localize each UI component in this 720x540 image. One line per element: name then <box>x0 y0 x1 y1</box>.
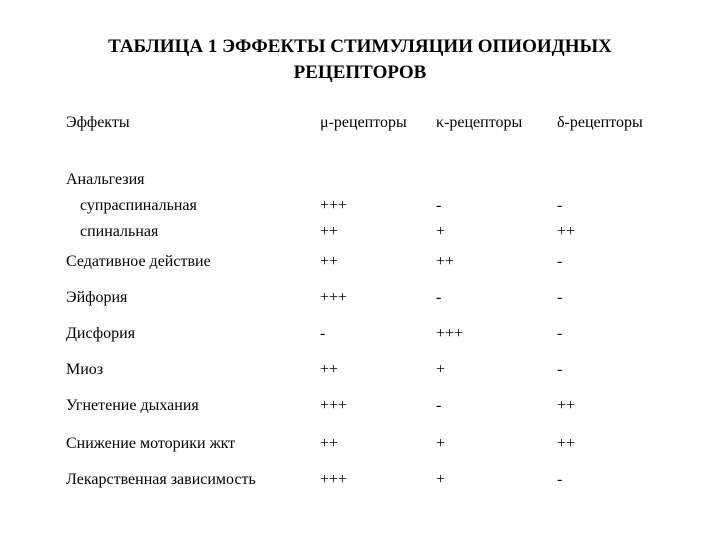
row-mu: ++ <box>320 435 339 452</box>
table-title <box>0 34 720 86</box>
row-delta: - <box>557 325 563 342</box>
header-mu-receptors: μ-рецепторы <box>320 114 407 131</box>
row-effect: Угнетение дыхания <box>66 397 199 414</box>
row-mu: - <box>320 325 326 342</box>
row-mu: +++ <box>320 197 348 214</box>
group-label: Анальгезия <box>66 171 145 188</box>
header-kappa-receptors: κ-рецепторы <box>436 114 523 131</box>
row-effect: Лекарственная зависимость <box>66 471 256 488</box>
row-effect: Снижение моторики жкт <box>66 435 236 452</box>
row-effect: Эйфория <box>66 289 128 306</box>
row-kappa: ++ <box>436 253 455 270</box>
row-kappa: - <box>436 197 442 214</box>
row-mu: ++ <box>320 253 339 270</box>
row-effect: супраспинальная <box>80 197 197 214</box>
row-effect: спинальная <box>80 223 159 240</box>
header-delta-receptors: δ-рецепторы <box>557 114 643 131</box>
row-delta: - <box>557 197 563 214</box>
row-effect: Седативное действие <box>66 253 211 270</box>
row-delta: ++ <box>557 435 576 452</box>
row-effect: Дисфория <box>66 325 136 342</box>
row-effect: Миоз <box>66 361 104 378</box>
row-kappa: + <box>436 223 446 240</box>
row-delta: - <box>557 253 563 270</box>
row-delta: - <box>557 471 563 488</box>
row-delta: - <box>557 289 563 306</box>
row-mu: ++ <box>320 223 339 240</box>
row-kappa: + <box>436 435 446 452</box>
row-mu: +++ <box>320 397 348 414</box>
row-kappa: + <box>436 361 446 378</box>
title-line-1: ТАБЛИЦА 1 ЭФФЕКТЫ СТИМУЛЯЦИИ ОПИОИДНЫХ <box>108 36 612 57</box>
header-effects: Эффекты <box>66 114 130 131</box>
row-delta: ++ <box>557 397 576 414</box>
row-delta: - <box>557 361 563 378</box>
row-kappa: - <box>436 397 442 414</box>
row-kappa: +++ <box>436 325 464 342</box>
row-kappa: + <box>436 471 446 488</box>
row-delta: ++ <box>557 223 576 240</box>
row-mu: ++ <box>320 361 339 378</box>
row-mu: +++ <box>320 289 348 306</box>
title-line-2: РЕЦЕПТОРОВ <box>293 62 427 83</box>
row-kappa: - <box>436 289 442 306</box>
row-mu: +++ <box>320 471 348 488</box>
